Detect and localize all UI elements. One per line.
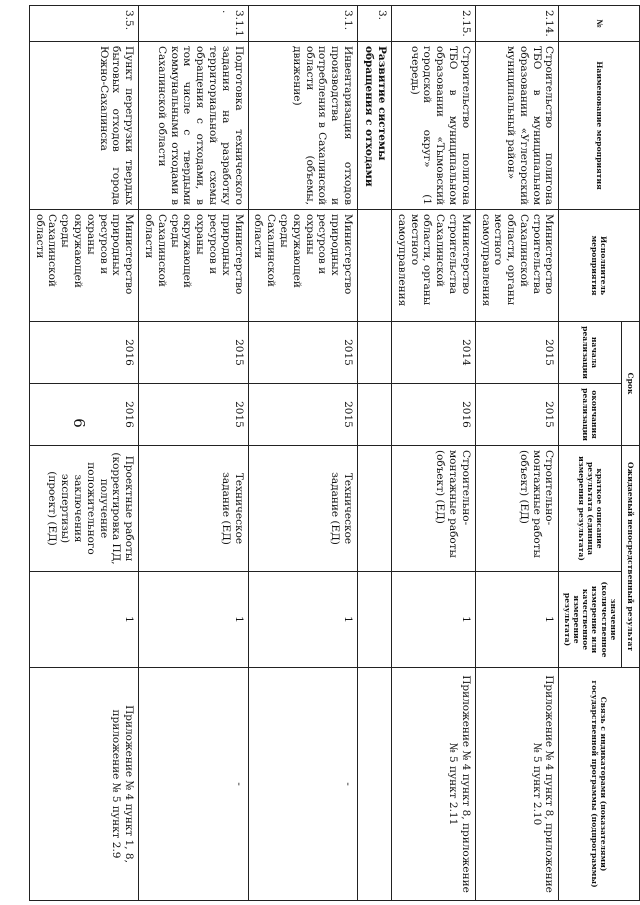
cell-link: - — [248, 668, 357, 901]
cell-start — [357, 322, 391, 384]
cell-link — [357, 668, 391, 901]
cell-name: Строительство полигона ТБО в муниципальном образовании «Тымовский городской округ» (1 очередь) — [391, 42, 475, 210]
cell-end: 2015 — [248, 384, 357, 446]
table-row — [139, 6, 248, 901]
header-result-desc: краткое описание результата (единица измерения результата) — [559, 446, 622, 572]
cell-name: Пункт перегрузки твердых бытовых отходов города Южно-Сахалинска — [29, 42, 138, 210]
cell-num: 2.15. — [391, 6, 475, 42]
table-row — [475, 6, 559, 901]
cell-result-desc: Строительно-монтажные работы (объект) (ЕД) — [391, 446, 475, 572]
cell-num: 2.14. — [475, 6, 559, 42]
cell-num: 3. — [357, 6, 391, 42]
cell-result-value: 1 — [248, 572, 357, 668]
header-num: № — [559, 6, 640, 42]
cell-name: Строительство полигона ТБО в муниципальном образовании «Углегорский муниципальный район» — [475, 42, 559, 210]
cell-executor — [357, 210, 391, 322]
cell-start: 2016 — [29, 322, 138, 384]
cell-result-value: 1 — [139, 572, 248, 668]
cell-executor: Министерство строительства Сахалинской области, органы местного самоуправления — [391, 210, 475, 322]
cell-link: Приложение № 4 пункт 1, 8, приложение № 5 пункт 2.9 — [29, 668, 138, 901]
table-row — [29, 6, 138, 901]
cell-name: Подготовка технического задания на разработку территориальной схемы обращения с отходами, в том числе с твердыми коммунальными отходами в Сахалинской области — [139, 42, 248, 210]
table-row — [391, 6, 475, 901]
header-name: Наименование мероприятия — [559, 42, 640, 210]
header-term-start: начала реализации — [559, 322, 622, 384]
cell-num: 3.5. — [29, 6, 138, 42]
cell-executor: Министерство природных ресурсов и охраны окружающей среды Сахалинской области — [29, 210, 138, 322]
cell-result-desc: Техническое задание (ЕД) — [248, 446, 357, 572]
cell-result-value: 1 — [475, 572, 559, 668]
table-row — [248, 6, 357, 901]
cell-result-desc: Проектные работы (корректировка ПД, получение положительного заключения экспертизы) (проект) (ЕД) — [29, 446, 138, 572]
header-result-value: значение (количественное измерение или качественное измерение результата) — [559, 572, 622, 668]
measures-table — [29, 5, 640, 901]
header-term: Срок — [622, 322, 640, 446]
cell-end: 2015 — [139, 384, 248, 446]
cell-executor: Министерство природных ресурсов и охраны окружающей среды Сахалинской области — [248, 210, 357, 322]
cell-result-value: 1 — [391, 572, 475, 668]
cell-num: 3.1.1. — [139, 6, 248, 42]
header-term-end: окончания реализации — [559, 384, 622, 446]
cell-name: Инвентаризация отходов производства и потребления в Сахалинской области (объемы, движение) — [248, 42, 357, 210]
cell-link: Приложение № 4 пункт 8, приложение № 5 пункт 2.10 — [475, 668, 559, 901]
cell-link: - — [139, 668, 248, 901]
header-result: Ожидаемый непосредственный результат — [622, 446, 640, 668]
cell-start: 2015 — [139, 322, 248, 384]
section-row — [357, 6, 391, 901]
cell-end: 2015 — [475, 384, 559, 446]
page-number: 6 — [70, 418, 88, 428]
cell-result-value — [357, 572, 391, 668]
cell-executor: Министерство природных ресурсов и охраны окружающей среды Сахалинской области — [139, 210, 248, 322]
cell-start: 2015 — [248, 322, 357, 384]
cell-executor: Министерство строительства Сахалинской области, органы местного самоуправления — [475, 210, 559, 322]
cell-result-desc — [357, 446, 391, 572]
measures-table-sheet — [33, 5, 640, 900]
cell-start: 2014 — [391, 322, 475, 384]
cell-result-desc: Строительно-монтажные работы (объект) (ЕД) — [475, 446, 559, 572]
cell-end — [357, 384, 391, 446]
header-executor: Исполнитель мероприятия — [559, 210, 640, 322]
cell-result-value: 1 — [29, 572, 138, 668]
cell-result-desc: Техническое задание (ЕД) — [139, 446, 248, 572]
cell-start: 2015 — [475, 322, 559, 384]
header-link: Связь с индикаторами (показателями) государственной программы (подпрограммы) — [559, 668, 640, 901]
cell-link: Приложение № 4 пункт 8, приложение № 5 пункт 2.11 — [391, 668, 475, 901]
cell-end: 2016 — [29, 384, 138, 446]
cell-end: 2016 — [391, 384, 475, 446]
cell-name: Развитие системы обращения с отходами — [357, 42, 391, 210]
cell-num: 3.1. — [248, 6, 357, 42]
